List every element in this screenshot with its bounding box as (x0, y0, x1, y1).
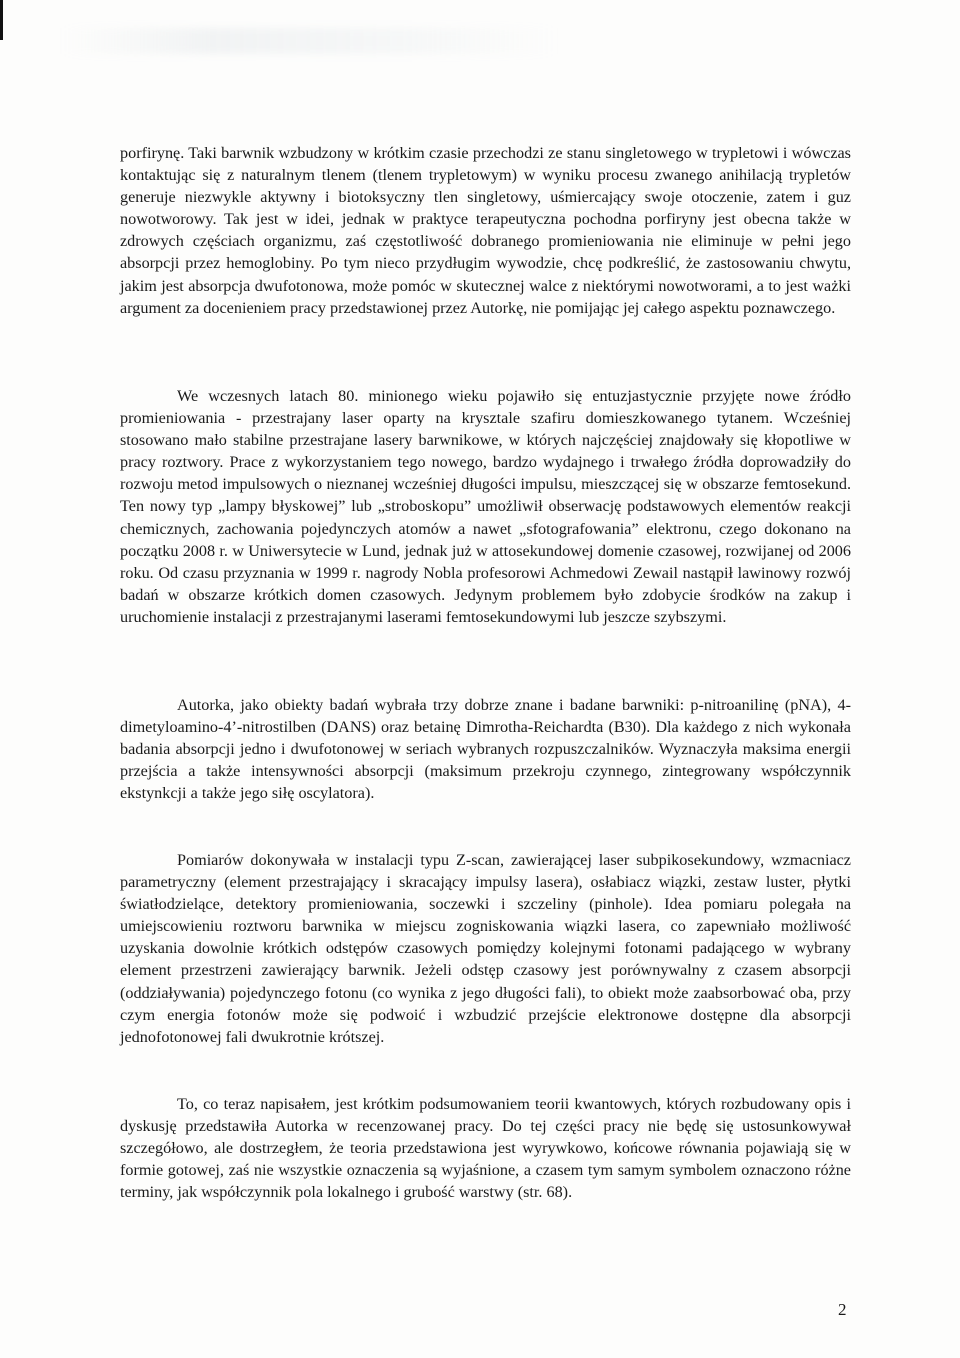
scan-smudge (60, 28, 560, 54)
paragraph-text: porfirynę. Taki barwnik wzbudzony w krótkim czasie przechodzi ze stanu singletowego w trypletowi i wówczas kontaktując się z naturalnym tlenem (tlenem trypletowym) w wyniku procesu zwanego anihilacją trypletów generuje niezwykle aktywny i biotoksyczny tlen singletowy, uśmiercający swoje otoczenie, zatem i guz nowotworowy. Tak jest w idei, jednak w praktyce terapeutyczna pochodna porfiryny jest obecna także w zdrowych częściach organizmu, zaś częstotliwość dobranego promieniowania nie eliminuje w pełni jego absorpcji przez hemoglobiny. Po tym nieco przydługim wywodzie, chcę podkreślić, że zastosowaniu chwytu, jakim jest absorpcja dwufotonowa, może pomóc w skutecznej walce z niektórymi nowotworami, a to jest ważki argument za docenieniem pracy przedstawionej przez Autorkę, nie pomijając jej całego aspektu poznawczego. (120, 144, 851, 317)
paragraph-text: Autorka, jako obiekty badań wybrała trzy dobrze znane i badane barwniki: p-nitroanilinę (pNA), 4-dimetyloamino-4’-nitrostilben (DANS) oraz betainę Dimrotha-Reichardta (B30). Dla każdego z nich wykonała badania absorpcji jedno i dwufotonowej w seriach wybranych rozpuszczalników. Wyznaczyła maksima energii przejścia a także intensywności absorpcji (maksimum przekroju czynnego, zintegrowany współczynnik ekstynkcji a także jego siłę oscylatora). (120, 696, 851, 803)
paragraph-text: To, co teraz napisałem, jest krótkim podsumowaniem teorii kwantowych, których rozbudowany opis i dyskusję przedstawiła Autorka w recenzowanej pracy. Do tej części pracy nie będę się ustosunkowywał szczegółowo, ale dostrzegłem, że teoria przedstawiona jest wyrywkowo, końcowe równania pojawiają się w formie gotowej, zaś nie wszystkie oznaczenia są wyjaśnione, a czasem tym samym symbolem oznaczono różne terminy, jak współczynnik pola lokalnego i grubość warstwy (str. 68). (120, 1095, 851, 1202)
page-number: 2 (838, 1300, 847, 1319)
paragraph-theory-summary (120, 1093, 851, 1203)
scan-edge-mark (0, 0, 3, 40)
paragraph-laser-history (120, 385, 851, 628)
paragraph-text: We wczesnych latach 80. minionego wieku pojawiło się entuzjastycznie przyjęte nowe źródło promieniowania - przestrajany laser oparty na krysztale szafiru domieszkowanego tytanem. Wcześniej stosowano mało stabilne przestrajane lasery barwnikowe, w których najczęściej znajdowały się kłopotliwe w pracy roztwory. Prace z wykorzystaniem tego nowego, bardzo wydajnego i trwałego źródła doprowadziły do rozwoju metod impulsowych o nieznanej wcześniej długości impulsu, mieszczącej się w obszarze femtosekund. Ten nowy typ „lampy błyskowej” lub „stroboskopu” umożliwił obserwację podstawowych elementów reakcji chemicznych, zachowania pojedynczych atomów a nawet „sfotografowania” elektronu, czego dokonano na początku 2008 r. w Uniwersytecie w Lund, jednak już w attosekundowej domenie czasowej, rozwijanej od 2006 roku. Od czasu przyznania w 1999 r. nagrody Nobla profesorowi Achmedowi Zewail nastąpił lawinowy rozwój badań w obszarze krótkich domen czasowych. Jedynym problemem było zdobycie środków na zakup i uruchomienie instalacji z przestrajanymi laserami femtosekundowymi lub jeszcze szybszymi. (120, 387, 851, 626)
paragraph-z-scan (120, 849, 851, 1048)
paragraph-dyes (120, 694, 851, 804)
paragraph-text: Pomiarów dokonywała w instalacji typu Z-scan, zawierającej laser subpikosekundowy, wzmacniacz parametryczny (element przestrajający i skracający impulsy lasera), osłabiacz wiązki, zestaw luster, płytki światłodzielące, detektory promieniowania, soczewki i szczeliny (pinhole). Idea pomiaru polegała na umiejscowieniu roztworu barwnika w miejscu zogniskowania wiązki lasera, co zapewniało możliwość uzyskania dowolnie krótkich odstępów czasowych pomiędzy kolejnymi fotonami padającego w wybrany element przestrzeni zawierający barwnik. Jeżeli odstęp czasowy jest porównywalny z czasem absorpcji (oddziaływania) pojedynczego fotonu (co wynika z jego długości fali), to obiekt może zaabsorbować oba, przy czym energia fotonów może się podwoić i wzbudzić przejście elektronowe dostępne dla absorpcji jednofotonowej fali dwukrotnie krótszej. (120, 851, 851, 1046)
paragraph-porphyrin (120, 142, 851, 319)
